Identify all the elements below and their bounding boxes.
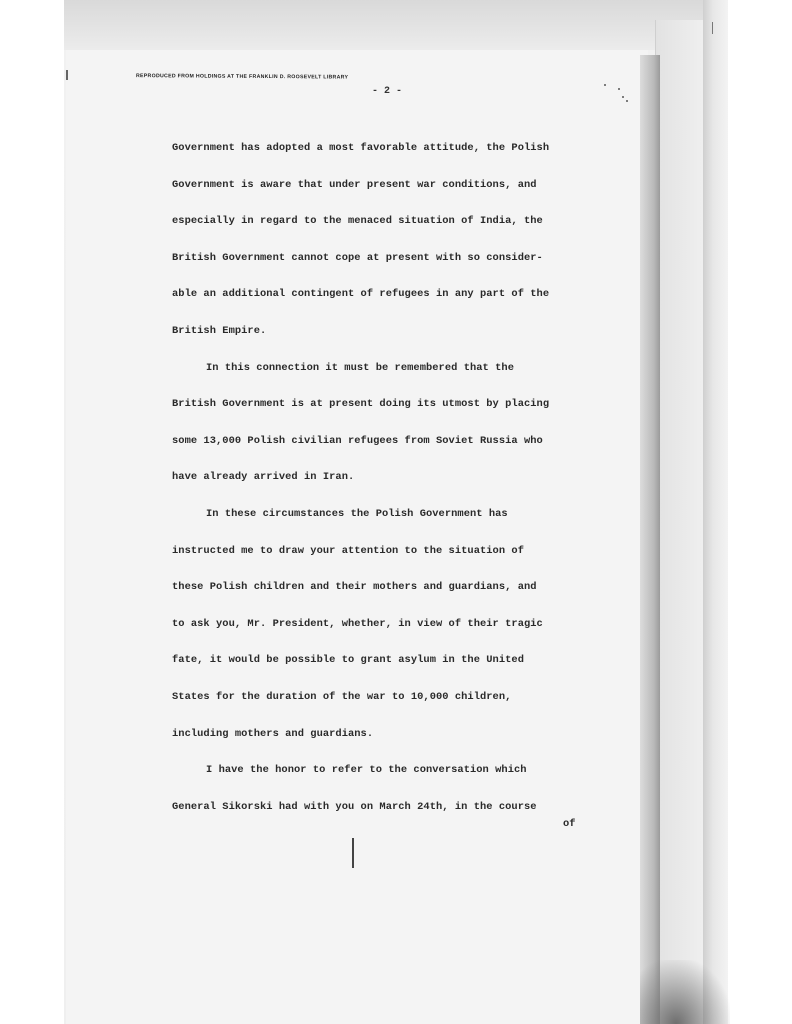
- catchword: of: [563, 818, 576, 830]
- paragraph-start-line: In these circumstances the Polish Government has: [206, 507, 508, 520]
- text-line: to ask you, Mr. President, whether, in view of their tragic: [172, 617, 543, 630]
- text-line: instructed me to draw your attention to the situation of: [172, 544, 524, 557]
- page-corner-shadow: [640, 960, 730, 1024]
- margin-mark: [66, 70, 68, 80]
- letter-body: [172, 130, 602, 825]
- text-line: General Sikorski had with you on March 24th, in the course: [172, 800, 537, 813]
- speck: [626, 100, 628, 102]
- text-line: Government has adopted a most favorable attitude, the Polish: [172, 142, 550, 154]
- speck: [622, 96, 624, 98]
- page-edge-shadow: [640, 55, 660, 1024]
- text-line: including mothers and guardians.: [172, 727, 374, 740]
- speck: [618, 88, 620, 90]
- page-number-mark: - 2 -: [372, 86, 403, 97]
- ink-mark: [352, 838, 354, 868]
- text-line: have already arrived in Iran.: [172, 471, 355, 484]
- text-line: fate, it would be possible to grant asylum in the United: [172, 654, 524, 667]
- scan-top-strip: [64, 0, 728, 50]
- text-line: British Government cannot cope at present with so consider-: [172, 251, 543, 264]
- reproduction-stamp: REPRODUCED FROM HOLDINGS AT THE FRANKLIN D. ROOSEVELT LIBRARY: [135, 73, 349, 81]
- speck: [604, 84, 606, 86]
- edge-mark: [712, 22, 713, 34]
- text-line: British Empire.: [172, 324, 267, 337]
- text-line: some 13,000 Polish civilian refugees from Soviet Russia who: [172, 434, 543, 447]
- text-line: Government is aware that under present war conditions, and: [172, 178, 537, 191]
- paragraph-start-line: In this connection it must be remembered that the: [206, 361, 514, 374]
- text-line: British Government is at present doing its utmost by placing: [172, 398, 550, 411]
- underlying-sheet: [655, 20, 706, 1024]
- scan-right-edge: [703, 0, 728, 1024]
- text-line: especially in regard to the menaced situation of India, the: [172, 215, 543, 228]
- text-line: these Polish children and their mothers and guardians, and: [172, 581, 537, 594]
- paragraph-start-line: I have the honor to refer to the conversation which: [206, 764, 527, 777]
- text-line: States for the duration of the war to 10,000 children,: [172, 690, 512, 703]
- text-line: able an additional contingent of refugees in any part of the: [172, 288, 550, 301]
